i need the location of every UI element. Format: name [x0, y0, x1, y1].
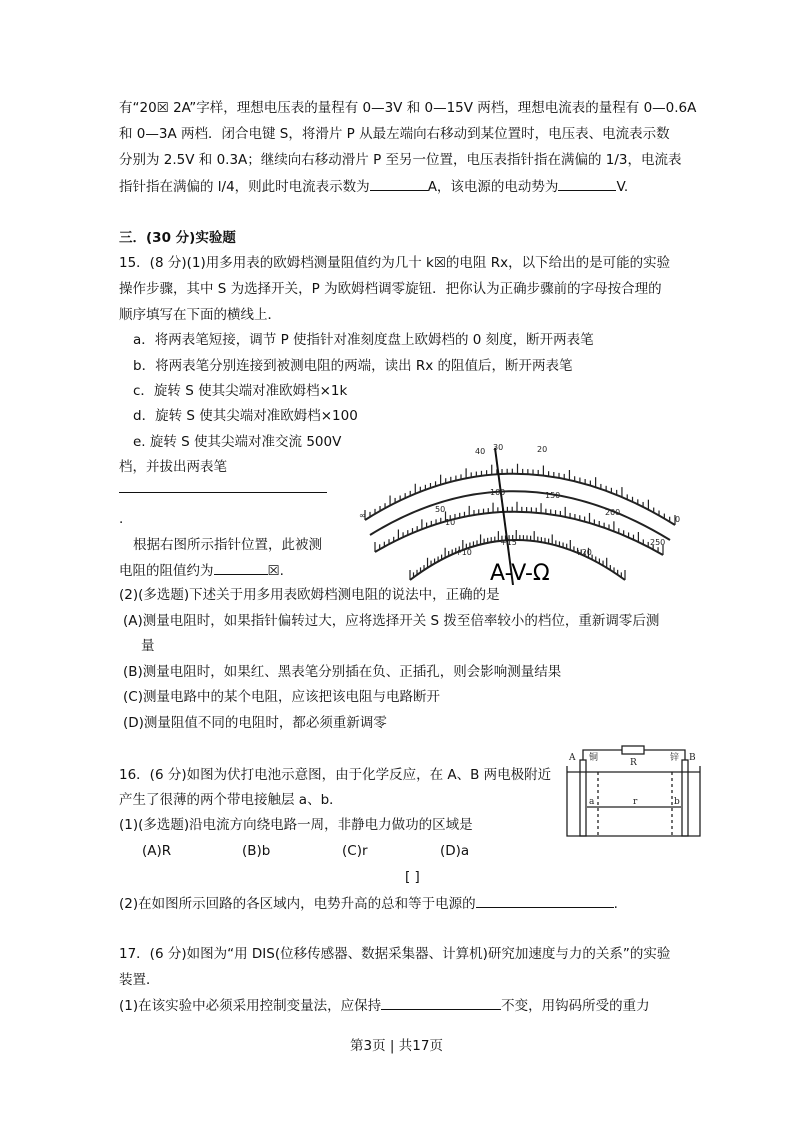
q14-text: 指针指在满偏的 l/4，则此时电流表示数为: [119, 179, 370, 195]
q15-step-e-cont: 档，并拔出两表笔: [119, 459, 227, 475]
q16-intro-1: 16．(6 分)如图为伏打电池示意图，由于化学反应，在 A、B 两电极附近: [119, 767, 552, 783]
layer-b-label: b: [674, 797, 680, 807]
electrode-b-label: B: [689, 753, 696, 763]
q15-step-a: a．将两表笔短接，调节 P 使指针对准刻度盘上欧姆档的 0 刻度，断开两表笔: [133, 332, 594, 348]
q15-step-c: c．旋转 S 使其尖端对准欧姆档×1k: [133, 383, 348, 399]
q16-choice-c: (C)r: [342, 843, 368, 859]
q17-intro-2: 装置．: [119, 972, 160, 988]
scale-label: +10: [455, 548, 472, 557]
scale-label: 250: [650, 538, 666, 547]
internal-r-label: r: [633, 797, 638, 807]
q14-line-2: 和 0—3A 两档．闭合电键 S，将滑片 P 从最左端向右移动到某位置时，电压表、电流表示数: [119, 126, 670, 142]
period: .: [119, 511, 124, 527]
q16-text: .: [613, 896, 618, 912]
answer-blank-current[interactable]: [370, 176, 428, 191]
q15-text: 电阻的阻值约为: [119, 563, 214, 579]
q16-choice-a: (A)R: [142, 843, 172, 859]
scale-label: 100: [490, 488, 506, 497]
q15-text: ☒.: [267, 563, 284, 579]
zinc-label: 锌: [670, 753, 680, 763]
meter-label: A-V-Ω: [490, 561, 550, 585]
q15-reading-2: [119, 560, 284, 581]
copper-label: 铜: [589, 753, 599, 763]
q16-choice-d: (D)a: [440, 843, 470, 859]
q15-option-c: (C)测量电路中的某个电阻，应该把该电阻与电路断开: [123, 689, 440, 705]
q17-part1: [119, 995, 650, 1016]
q14-line-1: 有“20☒ 2A”字样，理想电压表的量程有 0—3V 和 0—15V 两档，理想电流表的量程有 0—0.6A: [119, 100, 697, 116]
q15-reading-1: 根据右图所示指针位置，此被测: [133, 537, 322, 553]
q17-intro-1: 17．(6 分)如图为“用 DIS(位移传感器、数据采集器、计算机)研究加速度与力的关系”的实验: [119, 946, 671, 962]
q15-intro-2: 操作步骤，其中 S 为选择开关，P 为欧姆档调零旋钮．把你认为正确步骤前的字母按合理的: [119, 281, 662, 297]
layer-a-label: a: [589, 797, 595, 807]
q17-text: (1)在该实验中必须采用控制变量法，应保持: [119, 998, 382, 1014]
q16-part2: [119, 893, 618, 914]
q15-step-e: e. 旋转 S 使其尖端对准交流 500V: [133, 434, 342, 450]
scale-label: 0: [675, 515, 681, 524]
scale-label: +20: [575, 548, 592, 557]
answer-blank-steps[interactable]: [119, 478, 327, 493]
q16-part1: (1)(多选题)沿电流方向绕电路一周，非静电力做功的区域是: [119, 817, 473, 833]
q15-intro-1: 15．(8 分)(1)用多用表的欧姆档测量阻值约为几十 k☒的电阻 Rx，以下给出的是可能的实验: [119, 255, 671, 271]
answer-blank-resistance[interactable]: [214, 560, 268, 575]
scale-label: 10: [445, 518, 456, 527]
answer-blank-constant[interactable]: [381, 995, 501, 1010]
section-heading: 三．(30 分)实验题: [119, 230, 236, 246]
resistor-label: R: [630, 758, 637, 768]
scale-label: 200: [605, 508, 621, 517]
scale-label: 30: [493, 443, 504, 452]
q14-line-4: [119, 176, 628, 197]
voltaic-cell-figure: [560, 745, 705, 840]
q14-text: A，该电源的电动势为: [427, 179, 559, 195]
q15-step-b: b．将两表笔分别连接到被测电阻的两端，读出 Rx 的阻值后，断开两表笔: [133, 358, 573, 374]
q15-option-d: (D)测量阻值不同的电阻时，都必须重新调零: [123, 715, 387, 731]
q15-option-a: (A)测量电阻时，如果指针偏转过大，应将选择开关 S 拨至倍率较小的档位，重新调零后测: [123, 613, 660, 629]
answer-bracket[interactable]: [ ]: [405, 869, 420, 885]
q16-choice-b: (B)b: [242, 843, 271, 859]
q15-step-d: d．旋转 S 使其尖端对准欧姆档×100: [133, 408, 358, 424]
answer-blank-emf-term[interactable]: [476, 893, 614, 908]
q15-intro-3: 顺序填写在下面的横线上．: [119, 307, 281, 323]
q15-part2: (2)(多选题)下述关于用多用表欧姆档测电阻的说法中，正确的是: [119, 587, 500, 603]
scale-label: +15: [500, 538, 517, 547]
q14-line-3: 分别为 2.5V 和 0.3A；继续向右移动滑片 P 至另一位置，电压表指针指在满偏的 1/3，电流表: [119, 152, 682, 168]
scale-label: 40: [475, 447, 486, 456]
page-footer: 第3页 | 共17页: [350, 1038, 443, 1054]
scale-label: 150: [545, 491, 561, 500]
multimeter-dial-figure: [345, 440, 690, 585]
scale-label: 20: [537, 445, 548, 454]
q15-option-b: (B)测量电阻时，如果红、黑表笔分别插在负、正插孔，则会影响测量结果: [123, 664, 562, 680]
q15-option-a-cont: 量: [141, 638, 155, 654]
scale-label: ∞: [359, 511, 366, 520]
q14-text: V.: [616, 179, 629, 195]
answer-blank-emf[interactable]: [558, 176, 616, 191]
scale-label: 50: [435, 505, 446, 514]
q16-intro-2: 产生了很薄的两个带电接触层 a、b．: [119, 792, 343, 808]
q16-text: (2)在如图所示回路的各区域内，电势升高的总和等于电源的: [119, 896, 476, 912]
q17-text: 不变，用钩码所受的重力: [501, 998, 650, 1014]
electrode-a-label: A: [569, 753, 576, 763]
